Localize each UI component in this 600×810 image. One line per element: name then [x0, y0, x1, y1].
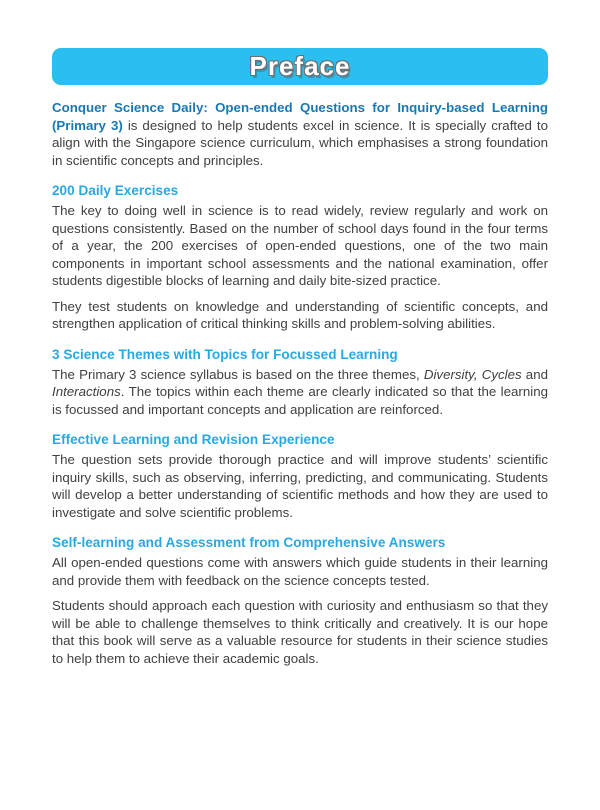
- theme-name-diversity-cycles: Diversity, Cycles: [423, 366, 522, 382]
- section-heading-self-learning: Self-learning and Assessment from Comprehensive Answers: [52, 535, 446, 550]
- book-title: Conquer Science Daily: Open-ended Questions for Inquiry-based Learning (Primary 3): [52, 100, 548, 133]
- theme-name-interactions: Interactions: [52, 384, 121, 399]
- themes-text-segment: and: [521, 366, 548, 382]
- themes-text-segment: The Primary 3 science syllabus is based on the three themes,: [52, 366, 424, 382]
- section-science-themes: [52, 346, 548, 419]
- section-self-learning: [52, 534, 548, 667]
- section-effective-learning: [52, 431, 548, 521]
- preface-banner: [52, 48, 548, 85]
- intro-text: is designed to help students excel in science. It is specially crafted to align with the Singapore science curriculum, which emphasises a strong foundation in scientific concepts and principles.: [52, 117, 548, 168]
- themes-text-segment: . The topics within each theme are clearly indicated so that the learning is focussed and important concepts and application are reinforced.: [52, 384, 548, 417]
- section-paragraph: [52, 366, 548, 419]
- intro-paragraph: [52, 99, 548, 169]
- section-paragraph: The key to doing well in science is to read widely, review regularly and work on questions consistently. Based on the number of school days found in the four terms of a year, the 200 exercises of open-ended questions, one of the two main components in important school assessments and the national examination, offer students digestible blocks of learning and daily bite-sized practice.: [52, 203, 548, 288]
- page-title: Preface: [249, 51, 351, 81]
- section-daily-exercises: [52, 182, 548, 333]
- section-paragraph: The question sets provide thorough practice and will improve students’ scientific inquiry skills, such as observing, inferring, predicting, and communicating. Students will develop a better understanding of scientific methods and how they are used to investigate and solve scientific problems.: [52, 452, 548, 520]
- section-heading-science-themes: 3 Science Themes with Topics for Focussed Learning: [52, 346, 398, 362]
- section-heading-effective-learning: Effective Learning and Revision Experience: [52, 432, 335, 447]
- section-paragraph: Students should approach each question with curiosity and enthusiasm so that they will be able to challenge themselves to think critically and creatively. It is our hope that this book will serve as a valuable resource for students in their science studies to help them to achieve their academic goals.: [52, 598, 548, 666]
- section-heading-daily-exercises: 200 Daily Exercises: [52, 183, 179, 198]
- section-paragraph: All open-ended questions come with answers which guide students in their learning and provide them with feedback on the science concepts tested.: [52, 555, 548, 588]
- section-paragraph: They test students on knowledge and understanding of scientific concepts, and strengthen application of critical thinking skills and problem-solving abilities.: [52, 298, 548, 331]
